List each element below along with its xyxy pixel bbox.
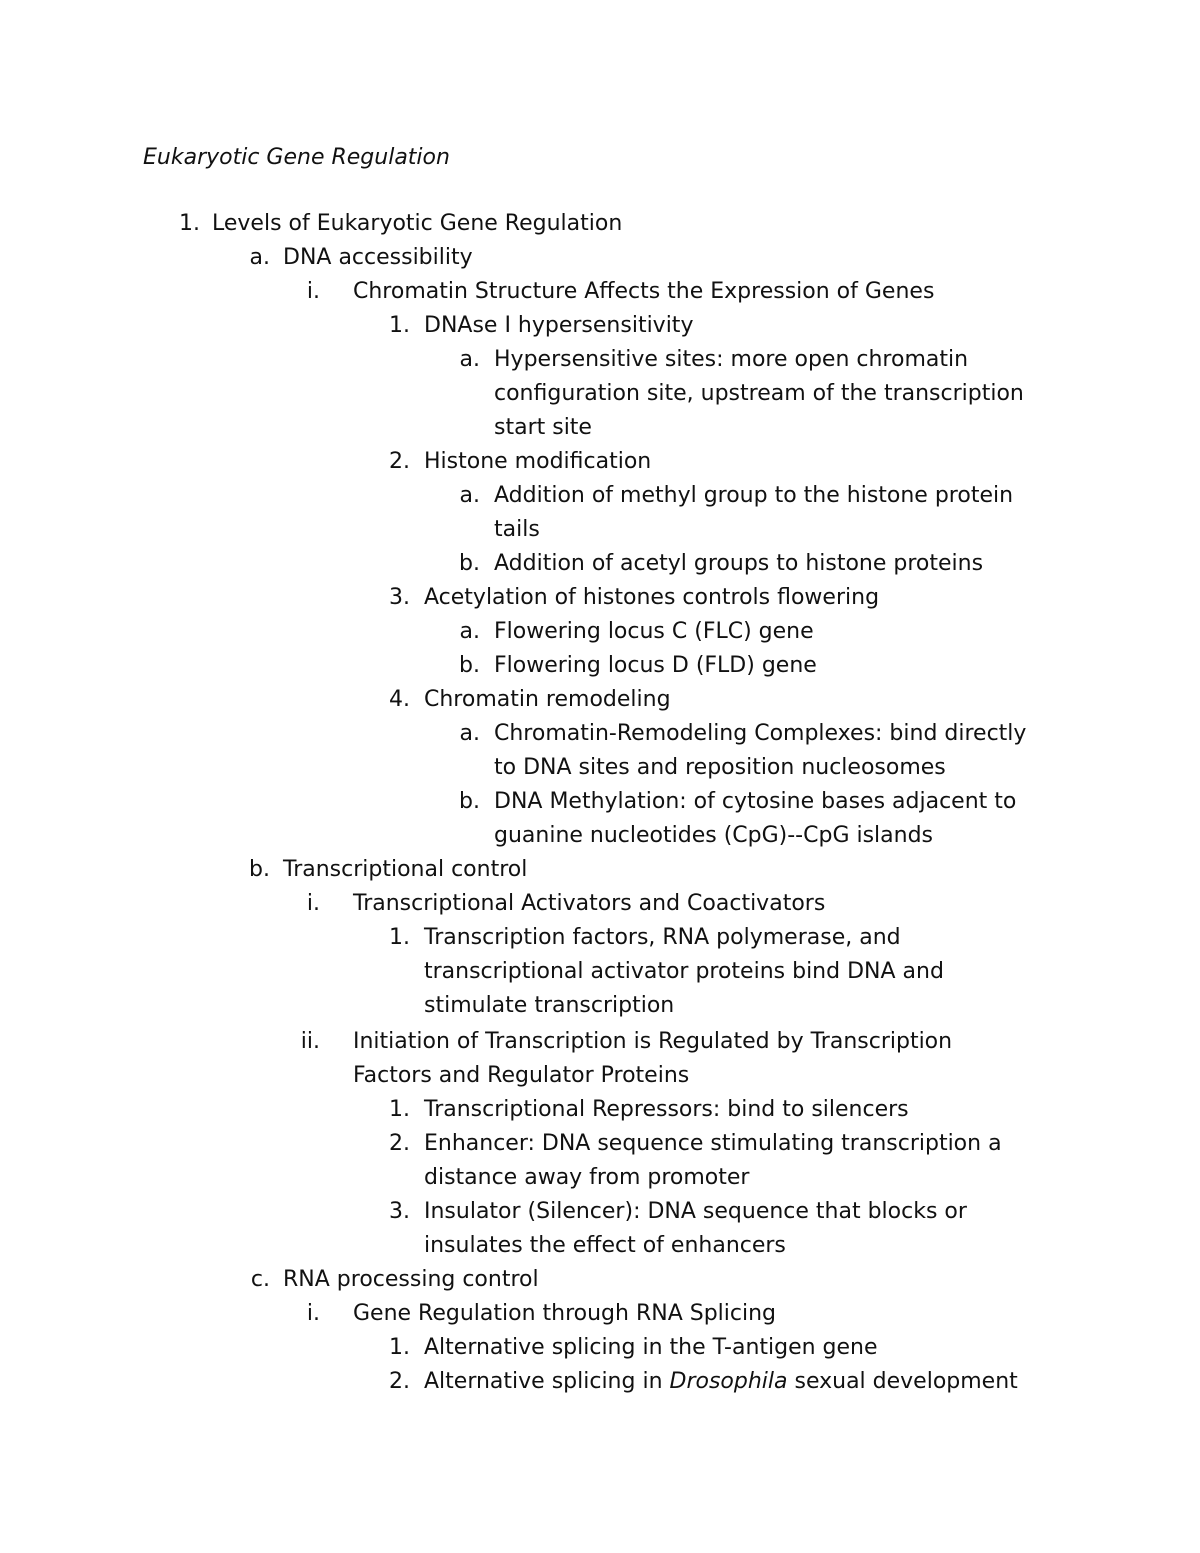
list-item-text: Insulator (Silencer): DNA sequence that blocks or xyxy=(424,1199,967,1224)
list-item-text xyxy=(424,1365,1018,1399)
list-item-text: to DNA sites and reposition nucleosomes xyxy=(494,755,946,780)
list-item-text: Factors and Regulator Proteins xyxy=(353,1063,690,1088)
list-marker: b. xyxy=(459,653,480,678)
list-item-text: Histone modification xyxy=(424,449,652,474)
text-segment: Alternative splicing in xyxy=(424,1369,670,1394)
list-marker: 2. xyxy=(389,1369,410,1394)
list-item-text: stimulate transcription xyxy=(424,993,675,1018)
list-item-text: Addition of acetyl groups to histone proteins xyxy=(494,551,984,576)
list-marker: 1. xyxy=(389,313,410,338)
list-marker: 1. xyxy=(389,1097,410,1122)
list-item-text: Gene Regulation through RNA Splicing xyxy=(353,1301,777,1326)
list-marker: b. xyxy=(249,857,270,882)
list-marker: a. xyxy=(459,347,480,372)
list-item-text: Transcriptional control xyxy=(283,857,528,882)
list-item-text: distance away from promoter xyxy=(424,1165,750,1190)
list-marker: 3. xyxy=(389,585,410,610)
list-item-text: insulates the effect of enhancers xyxy=(424,1233,786,1258)
list-marker: i. xyxy=(306,891,320,916)
list-item-text: Initiation of Transcription is Regulated by Transcription xyxy=(353,1029,953,1054)
list-item-text: Chromatin Structure Affects the Expression of Genes xyxy=(353,279,935,304)
list-item-text: Transcriptional Activators and Coactivators xyxy=(353,891,826,916)
list-marker: a. xyxy=(459,619,480,644)
list-item-text: Enhancer: DNA sequence stimulating transcription a xyxy=(424,1131,1002,1156)
list-marker: ii. xyxy=(300,1029,320,1054)
list-item-text: DNA accessibility xyxy=(283,245,473,270)
list-item-text: Addition of methyl group to the histone protein xyxy=(494,483,1014,508)
list-item-text: Alternative splicing in the T-antigen gene xyxy=(424,1335,878,1360)
list-item-text: configuration site, upstream of the transcription xyxy=(494,381,1024,406)
list-marker: 1. xyxy=(389,1335,410,1360)
list-marker: 2. xyxy=(389,1131,410,1156)
list-item-text: tails xyxy=(494,517,540,542)
list-marker: 1. xyxy=(179,211,200,236)
document-title: Eukaryotic Gene Regulation xyxy=(143,145,450,170)
list-marker: b. xyxy=(459,551,480,576)
list-item-text: Hypersensitive sites: more open chromatin xyxy=(494,347,969,372)
italic-term: Drosophila xyxy=(669,1369,788,1394)
list-item-text: Chromatin-Remodeling Complexes: bind directly xyxy=(494,721,1027,746)
list-item-text: Flowering locus C (FLC) gene xyxy=(494,619,814,644)
list-marker: a. xyxy=(249,245,270,270)
list-item-text: Transcription factors, RNA polymerase, and xyxy=(424,925,901,950)
list-marker: 4. xyxy=(389,687,410,712)
list-item-text: Chromatin remodeling xyxy=(424,687,671,712)
list-item-text: Flowering locus D (FLD) gene xyxy=(494,653,817,678)
list-item-text: Acetylation of histones controls flowering xyxy=(424,585,880,610)
list-item-text: start site xyxy=(494,415,592,440)
list-item-text: guanine nucleotides (CpG)--CpG islands xyxy=(494,823,934,848)
list-item-text: transcriptional activator proteins bind DNA and xyxy=(424,959,944,984)
list-item-text: Levels of Eukaryotic Gene Regulation xyxy=(212,211,623,236)
list-item-text: DNAse I hypersensitivity xyxy=(424,313,694,338)
list-marker: a. xyxy=(459,721,480,746)
list-marker: 1. xyxy=(389,925,410,950)
list-item-text: RNA processing control xyxy=(283,1267,539,1292)
list-item-text: DNA Methylation: of cytosine bases adjacent to xyxy=(494,789,1017,814)
list-item-text: Transcriptional Repressors: bind to silencers xyxy=(424,1097,909,1122)
text-segment: sexual development xyxy=(787,1369,1018,1394)
list-marker: 2. xyxy=(389,449,410,474)
list-marker: c. xyxy=(250,1267,270,1292)
list-marker: i. xyxy=(306,1301,320,1326)
list-marker: a. xyxy=(459,483,480,508)
list-marker: 3. xyxy=(389,1199,410,1224)
list-marker: i. xyxy=(306,279,320,304)
list-marker: b. xyxy=(459,789,480,814)
